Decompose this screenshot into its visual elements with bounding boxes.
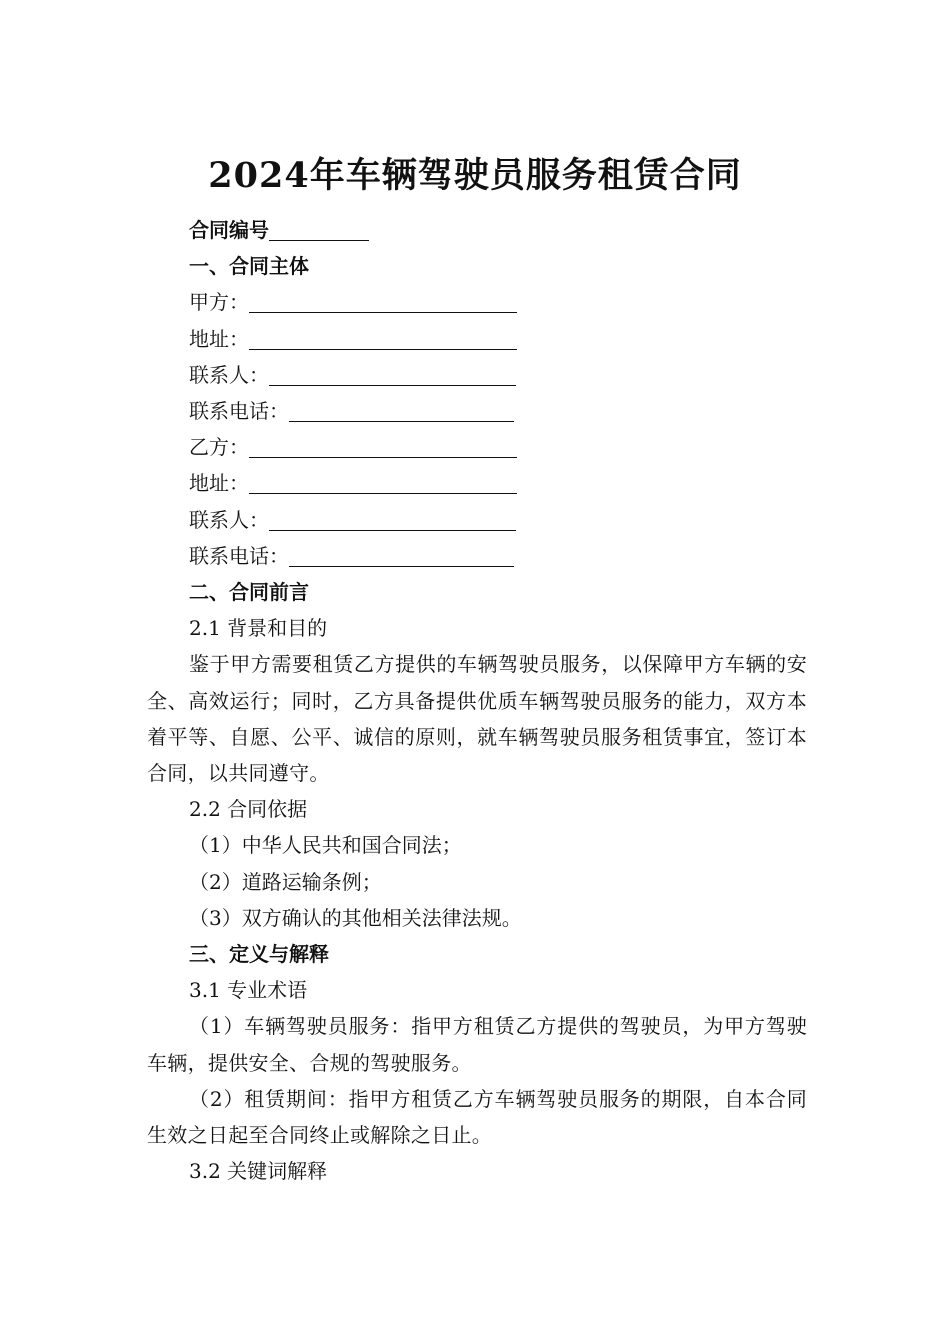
section-2-2-heading: 2.2 合同依据 xyxy=(189,797,308,822)
party-b-phone-label: 联系电话： xyxy=(189,543,289,568)
section-3-1-heading: 3.1 专业术语 xyxy=(189,978,308,1003)
section-2-2-item-2: （2）道路运输条例； xyxy=(189,869,382,894)
contract-number-blank xyxy=(269,218,369,241)
party-a-address-label: 地址： xyxy=(189,326,249,351)
party-b-contact-blank xyxy=(269,508,516,531)
document-title: 2024年车辆驾驶员服务租赁合同 xyxy=(208,155,742,196)
party-b-contact-label: 联系人： xyxy=(189,507,269,532)
document-body xyxy=(147,212,807,1189)
party-a-address-blank xyxy=(249,327,517,350)
party-a-label: 甲方： xyxy=(189,290,249,315)
party-b-contact-line xyxy=(147,502,807,538)
party-a-phone-line xyxy=(147,393,807,429)
party-b-address-label: 地址： xyxy=(189,471,249,496)
section-1-heading: 一、合同主体 xyxy=(189,254,309,279)
section-3-2-heading: 3.2 关键词解释 xyxy=(189,1159,328,1184)
party-b-address-line xyxy=(147,465,807,501)
party-a-blank xyxy=(249,290,517,313)
party-a-contact-label: 联系人： xyxy=(189,362,269,387)
section-3-heading: 三、定义与解释 xyxy=(189,942,329,967)
section-3-1-item-2: （2）租赁期间：指甲方租赁乙方车辆驾驶员服务的期限，自本合同生效之日起至合同终止或解除之日止。 xyxy=(147,1086,807,1148)
section-2-heading: 二、合同前言 xyxy=(189,580,309,605)
party-b-label: 乙方： xyxy=(189,435,249,460)
party-b-phone-line xyxy=(147,538,807,574)
party-a-phone-blank xyxy=(289,399,514,422)
contract-number-label: 合同编号 xyxy=(189,218,269,242)
section-2-1-paragraph: 鉴于甲方需要租赁乙方提供的车辆驾驶员服务，以保障甲方车辆的安全、高效运行；同时，乙方具备提供优质车辆驾驶员服务的能力，双方本着平等、自愿、公平、诚信的原则，就车辆驾驶员服务租赁事宜，签订本合同，以共同遵守。 xyxy=(147,652,807,786)
party-a-contact-line xyxy=(147,357,807,393)
party-b-line xyxy=(147,429,807,465)
section-2-2-item-3: （3）双方确认的其他相关法律法规。 xyxy=(189,905,522,930)
party-b-phone-blank xyxy=(289,544,514,567)
section-2-1-heading: 2.1 背景和目的 xyxy=(189,616,328,641)
party-a-contact-blank xyxy=(269,363,516,386)
party-a-phone-label: 联系电话： xyxy=(189,399,289,424)
party-a-address-line xyxy=(147,321,807,357)
section-2-2-item-1: （1）中华人民共和国合同法； xyxy=(189,833,462,858)
party-b-address-blank xyxy=(249,471,517,494)
contract-number-line xyxy=(147,212,807,248)
party-a-line xyxy=(147,284,807,320)
section-3-1-item-1: （1）车辆驾驶员服务：指甲方租赁乙方提供的驾驶员，为甲方驾驶车辆，提供安全、合规的驾驶服务。 xyxy=(147,1014,807,1075)
party-b-blank xyxy=(249,435,517,458)
